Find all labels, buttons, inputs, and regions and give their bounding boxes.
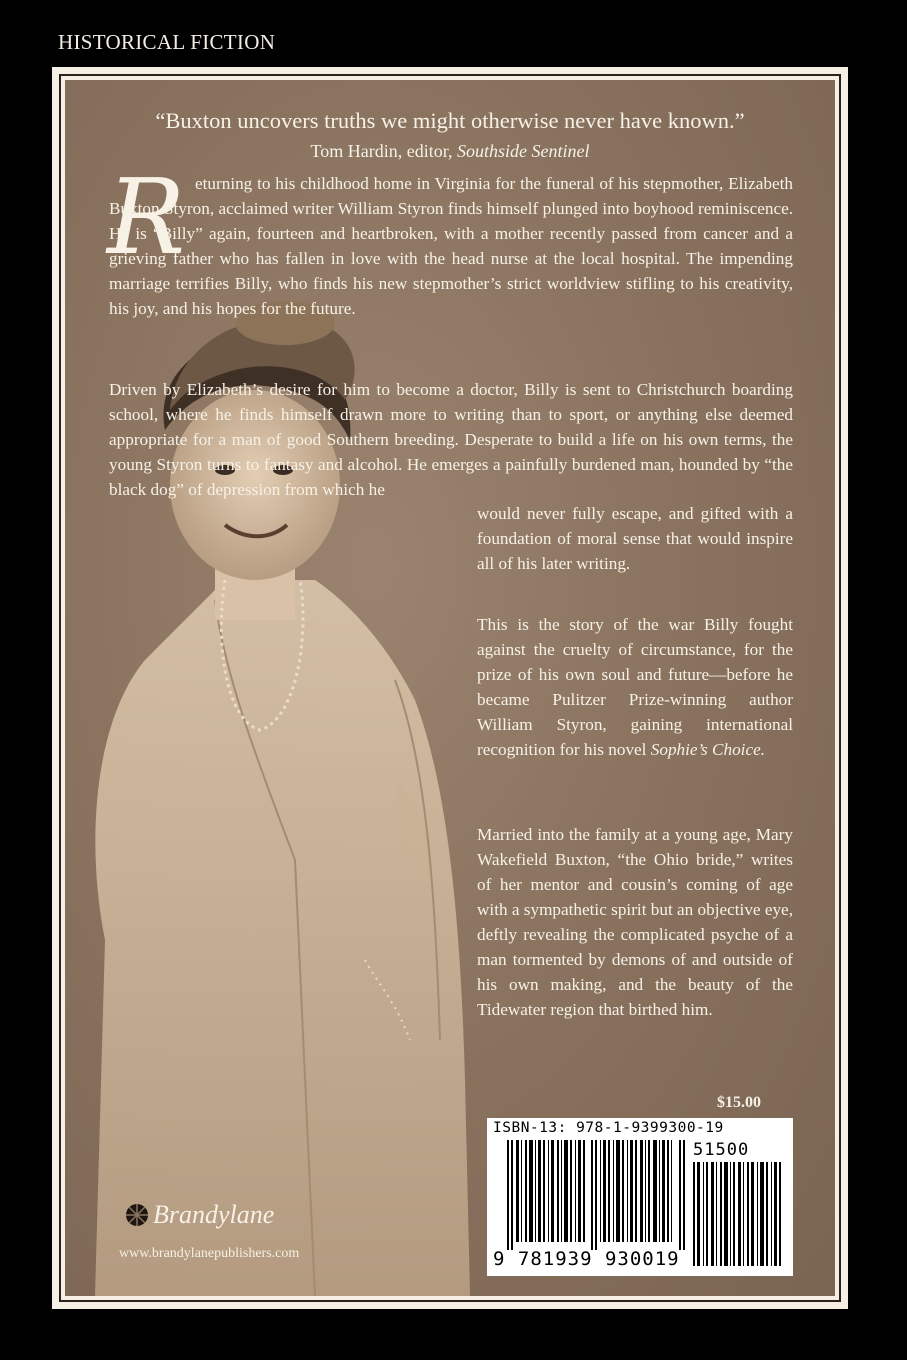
addon-number: 51500 xyxy=(693,1140,750,1160)
blurb-paragraph-5: Married into the family at a young age, Mary Wakefield Buxton, “the Ohio bride,” writes of her mentor and cousin’s coming of age with a sympathetic spirit but an objective eye, deftly revealing the complicated psyche of a man tormented by demons of and outside of his own making, and the beauty of the Tidewater region that birthed him. xyxy=(477,825,793,1019)
novel-title: Sophie’s Choice. xyxy=(650,740,766,759)
publisher-website[interactable]: www.brandylanepublishers.com xyxy=(119,1246,300,1261)
cover-frame xyxy=(52,67,848,1309)
publisher-logo xyxy=(125,1200,274,1230)
attribution-name: Tom Hardin, editor, xyxy=(310,141,457,161)
isbn-barcode xyxy=(487,1118,793,1276)
attribution-publication: Southside Sentinel xyxy=(457,141,590,161)
addon-bars xyxy=(693,1162,783,1266)
sepia-panel xyxy=(65,80,835,1296)
review-quote: “Buxton uncovers truths we might otherwise never have known.” xyxy=(155,108,745,133)
blurb-paragraph-3: would never fully escape, and gifted with a foundation of moral sense that would inspire all of his later writing. xyxy=(477,504,793,573)
ean-digits: 9 781939 930019 xyxy=(493,1248,680,1270)
shell-icon xyxy=(125,1203,149,1227)
price-label: $15.00 xyxy=(717,1094,761,1111)
publisher-name: Brandylane xyxy=(153,1200,275,1229)
blurb-paragraph-1: eturning to his childhood home in Virginia for the funeral of his stepmother, Elizabeth Buxton Styron, acclaimed writer William Styron finds himself plunged into boyhood reminiscence. He is “Billy” again, fourteen and heartbroken, with a mother recently passed from cancer and a grieving father who has fallen in love with the head nurse at the local hospital. The impending marriage terrifies Billy, who finds his new stepmother’s strict worldview stifling to his creativity, his joy, and his hopes for the future. xyxy=(109,174,793,318)
isbn-label: ISBN-13: 978-1-9399300-19 xyxy=(493,1120,724,1136)
blurb-paragraph-4 xyxy=(477,612,793,762)
drop-cap: R xyxy=(107,156,186,278)
blurb-paragraph-4-text: This is the story of the war Billy fought against the cruelty of circumstance, for the prize of his own soul and future—before he became Pulitzer Prize-winning author William Styron, gaining international recognition for his novel xyxy=(477,615,793,759)
ean-bars xyxy=(507,1140,685,1250)
genre-label: HISTORICAL FICTION xyxy=(58,30,276,54)
blurb-paragraph-2: Driven by Elizabeth’s desire for him to become a doctor, Billy is sent to Christchurch boarding school, where he finds himself drawn more to writing than to sport, or anything else deemed appropriate for a man of good Southern breeding. Desperate to build a life on his own terms, the young Styron turns to fantasy and alcohol. He emerges a painfully burdened man, hounded by “the black dog” of depression from which he xyxy=(109,380,793,499)
